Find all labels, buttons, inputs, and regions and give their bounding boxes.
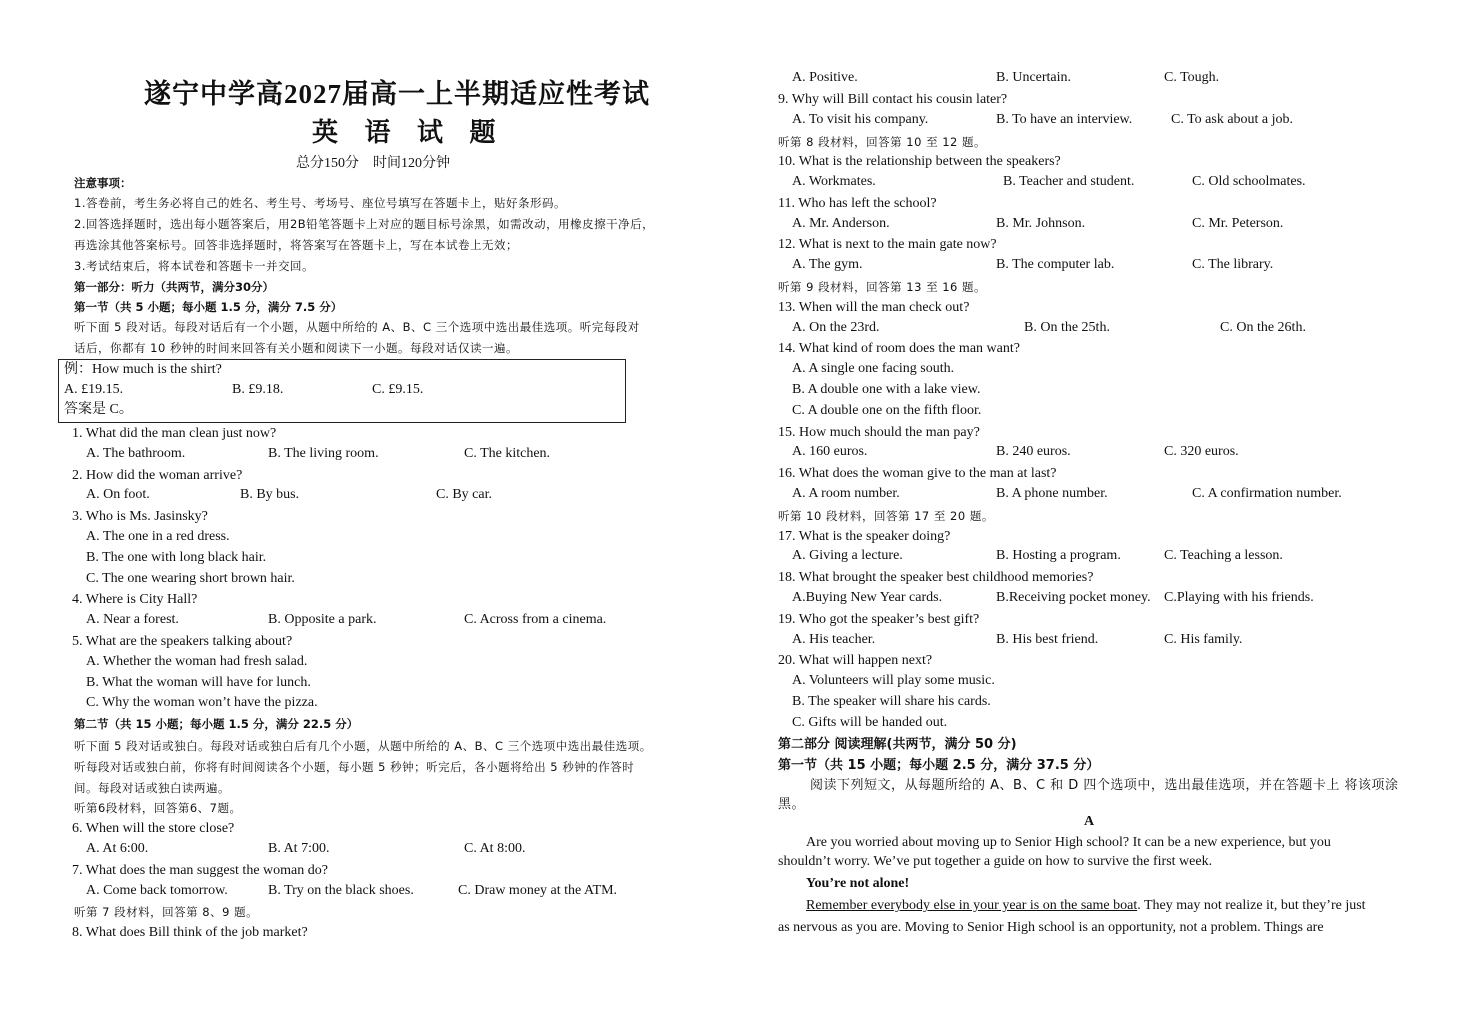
option-a: A. 160 euros. [792,444,868,459]
option-c: C. Across from a cinema. [464,612,607,627]
option-c: C. Mr. Peterson. [1192,216,1284,231]
part1-heading: 第一部分：听力（共两节，满分30分） [74,280,275,294]
question-stem: 3. Who is Ms. Jasinsky? [72,509,208,524]
example-answer: 答案是 C。 [64,402,133,417]
option-c: C. Draw money at the ATM. [458,883,618,898]
option-a: A. Mr. Anderson. [792,216,890,231]
option-b: B.Receiving pocket money. [996,590,1151,605]
question-stem: 14. What kind of room does the man want? [778,341,1020,356]
part1-section1-heading: 第一节（共 5 小题；每小题 1.5 分，满分 7.5 分） [74,300,343,314]
question-stem: 6. When will the store close? [72,821,235,836]
question-stem: 20. What will happen next? [778,653,933,668]
part2-instruction: 阅读下列短文，从每题所给的 A、B、C 和 D 四个选项中，选出最佳选项，并在答题卡上 将该项涂 [810,778,1399,793]
option-b: B. A double one with a lake view. [792,382,981,397]
option-a: A. Volunteers will play some music. [792,673,995,688]
option-b: B. The living room. [268,446,379,461]
example-option-a: A. £19.15. [64,382,124,397]
option-c: C. A confirmation number. [1192,486,1342,501]
option-a: A. Workmates. [792,174,876,189]
question-stem: 1. What did the man clean just now? [72,426,277,441]
option-c: C. Tough. [1164,70,1220,85]
option-c: C. 320 euros. [1164,444,1239,459]
notice-item: 2.回答选择题时，选出每小题答案后，用2B铅笔答题卡上对应的题目标号涂黑，如需改动，用橡皮擦干净后， [74,217,655,231]
option-c: C. A double one on the fifth floor. [792,403,982,418]
part1-section2-heading: 第二节（共 15 小题；每小题 1.5 分，满分 22.5 分） [74,717,359,731]
part2-instruction: 黑。 [778,797,806,812]
part1-instruction: 间。每段对话或独白读两遍。 [74,781,230,795]
option-c: C. The library. [1192,257,1274,272]
option-b: B. The speaker will share his cards. [792,694,991,709]
question-stem: 15. How much should the man pay? [778,425,980,440]
passage-text-rest: . They may not realize it, but they’re just [1137,898,1366,913]
question-stem: 5. What are the speakers talking about? [72,634,293,649]
subject-title: 英 语 试 题 [312,118,506,147]
question-stem: 10. What is the relationship between the speakers? [778,154,1061,169]
question-stem: 7. What does the man suggest the woman do? [72,863,328,878]
option-b: B. To have an interview. [996,112,1133,127]
option-c: C. At 8:00. [464,841,526,856]
option-b: B. His best friend. [996,632,1099,647]
material-note: 听第 10 段材料，回答第 17 至 20 题。 [778,509,994,523]
option-b: B. Teacher and student. [1003,174,1135,189]
option-b: B. Opposite a park. [268,612,377,627]
passage-subheading: You’re not alone! [806,876,910,891]
exam-meta: 总分150分 时间120分钟 [296,156,450,171]
question-stem: 18. What brought the speaker best childhood memories? [778,570,1094,585]
passage-text: Are you worried about moving up to Senior High school? It can be a new experience, but you [806,835,1331,850]
option-b: B. Try on the black shoes. [268,883,414,898]
material-note: 听第 9 段材料，回答第 13 至 16 题。 [778,280,987,294]
option-c: C. Teaching a lesson. [1164,548,1283,563]
question-stem: 13. When will the man check out? [778,300,970,315]
part1-instruction: 听每段对话或独白前，你将有时间阅读各个小题，每小题 5 秒钟；听完后，各小题将给出 5 秒钟的作答时 [74,760,635,774]
notice-item: 再选涂其他答案标号。回答非选择题时，将答案写在答题卡上，写在本试卷上无效； [74,238,518,252]
option-a: A. At 6:00. [86,841,149,856]
exam-title: 遂宁中学高2027届高一上半期适应性考试 [144,79,650,109]
question-stem: 11. Who has left the school? [778,196,937,211]
option-a: A. A room number. [792,486,900,501]
example-option-c: C. £9.15. [372,382,424,397]
question-stem: 17. What is the speaker doing? [778,529,951,544]
option-a: A. The bathroom. [86,446,186,461]
material-note: 听第 7 段材料，回答第 8、9 题。 [74,905,259,919]
question-stem: 4. Where is City Hall? [72,592,198,607]
option-c: C. Why the woman won’t have the pizza. [86,695,318,710]
option-a: A. A single one facing south. [792,361,955,376]
option-a: A. Positive. [792,70,858,85]
option-a: A. Whether the woman had fresh salad. [86,654,308,669]
option-c: C. Old schoolmates. [1192,174,1306,189]
question-stem: 16. What does the woman give to the man at last? [778,466,1057,481]
option-b: B. Uncertain. [996,70,1072,85]
option-a: A. The gym. [792,257,863,272]
option-c: C. Gifts will be handed out. [792,715,948,730]
option-c: C. On the 26th. [1220,320,1306,335]
option-c: C. His family. [1164,632,1243,647]
option-a: A. On the 23rd. [792,320,880,335]
notice-heading: 注意事项： [74,176,132,190]
option-a: A.Buying New Year cards. [792,590,943,605]
option-a: A. Near a forest. [86,612,179,627]
passage-text [806,896,1366,916]
option-b: B. Hosting a program. [996,548,1121,563]
option-a: A. On foot. [86,487,150,502]
part1-instruction: 听下面 5 段对话或独白。每段对话或独白后有几个小题，从题中所给的 A、B、C 三个选项中选出最佳选项。 [74,739,652,753]
part2-section1-heading: 第一节（共 15 小题；每小题 2.5 分，满分 37.5 分） [778,758,1100,773]
option-b: B. Mr. Johnson. [996,216,1086,231]
part1-instruction: 听下面 5 段对话。每段对话后有一个小题，从题中所给的 A、B、C 三个选项中选出最佳选项。听完每段对 [74,320,640,334]
option-c: C. To ask about a job. [1171,112,1294,127]
option-a: A. The one in a red dress. [86,529,230,544]
option-c: C.Playing with his friends. [1164,590,1314,605]
question-stem: 2. How did the woman arrive? [72,468,243,483]
option-b: B. On the 25th. [1024,320,1110,335]
passage-text: shouldn’t worry. We’ve put together a guide on how to survive the first week. [778,854,1213,869]
example-option-b: B. £9.18. [232,382,284,397]
example-question: 例：How much is the shirt? [64,362,222,377]
option-b: B. The one with long black hair. [86,550,267,565]
question-stem: 8. What does Bill think of the job market? [72,925,308,940]
option-c: C. The one wearing short brown hair. [86,571,295,586]
option-a: A. His teacher. [792,632,876,647]
part2-heading: 第二部分 阅读理解(共两节，满分 50 分) [778,737,1017,752]
question-stem: 9. Why will Bill contact his cousin later? [778,92,1008,107]
option-b: B. At 7:00. [268,841,330,856]
option-b: B. 240 euros. [996,444,1071,459]
option-a: A. To visit his company. [792,112,929,127]
option-c: C. The kitchen. [464,446,551,461]
question-stem: 19. Who got the speaker’s best gift? [778,612,980,627]
part1-instruction: 话后，你都有 10 秒钟的时间来回答有关小题和阅读下一小题。每段对话仅读一遍。 [74,341,518,355]
option-a: A. Come back tomorrow. [86,883,228,898]
option-b: B. A phone number. [996,486,1108,501]
option-b: B. The computer lab. [996,257,1115,272]
underlined-sentence: Remember everybody else in your year is on the same boat [806,898,1138,913]
option-c: C. By car. [436,487,492,502]
passage-label: A [1084,814,1095,829]
question-stem: 12. What is next to the main gate now? [778,237,997,252]
option-b: B. What the woman will have for lunch. [86,675,311,690]
notice-item: 1.答卷前，考生务必将自己的姓名、考生号、考场号、座位号填写在答题卡上，贴好条形码。 [74,196,566,210]
passage-text: as nervous as you are. Moving to Senior High school is an opportunity, not a problem. Things are [778,920,1324,935]
option-a: A. Giving a lecture. [792,548,903,563]
notice-item: 3.考试结束后，将本试卷和答题卡一并交回。 [74,259,314,273]
option-b: B. By bus. [240,487,300,502]
material-note: 听第6段材料，回答第6、7题。 [74,801,242,815]
material-note: 听第 8 段材料，回答第 10 至 12 题。 [778,135,987,149]
